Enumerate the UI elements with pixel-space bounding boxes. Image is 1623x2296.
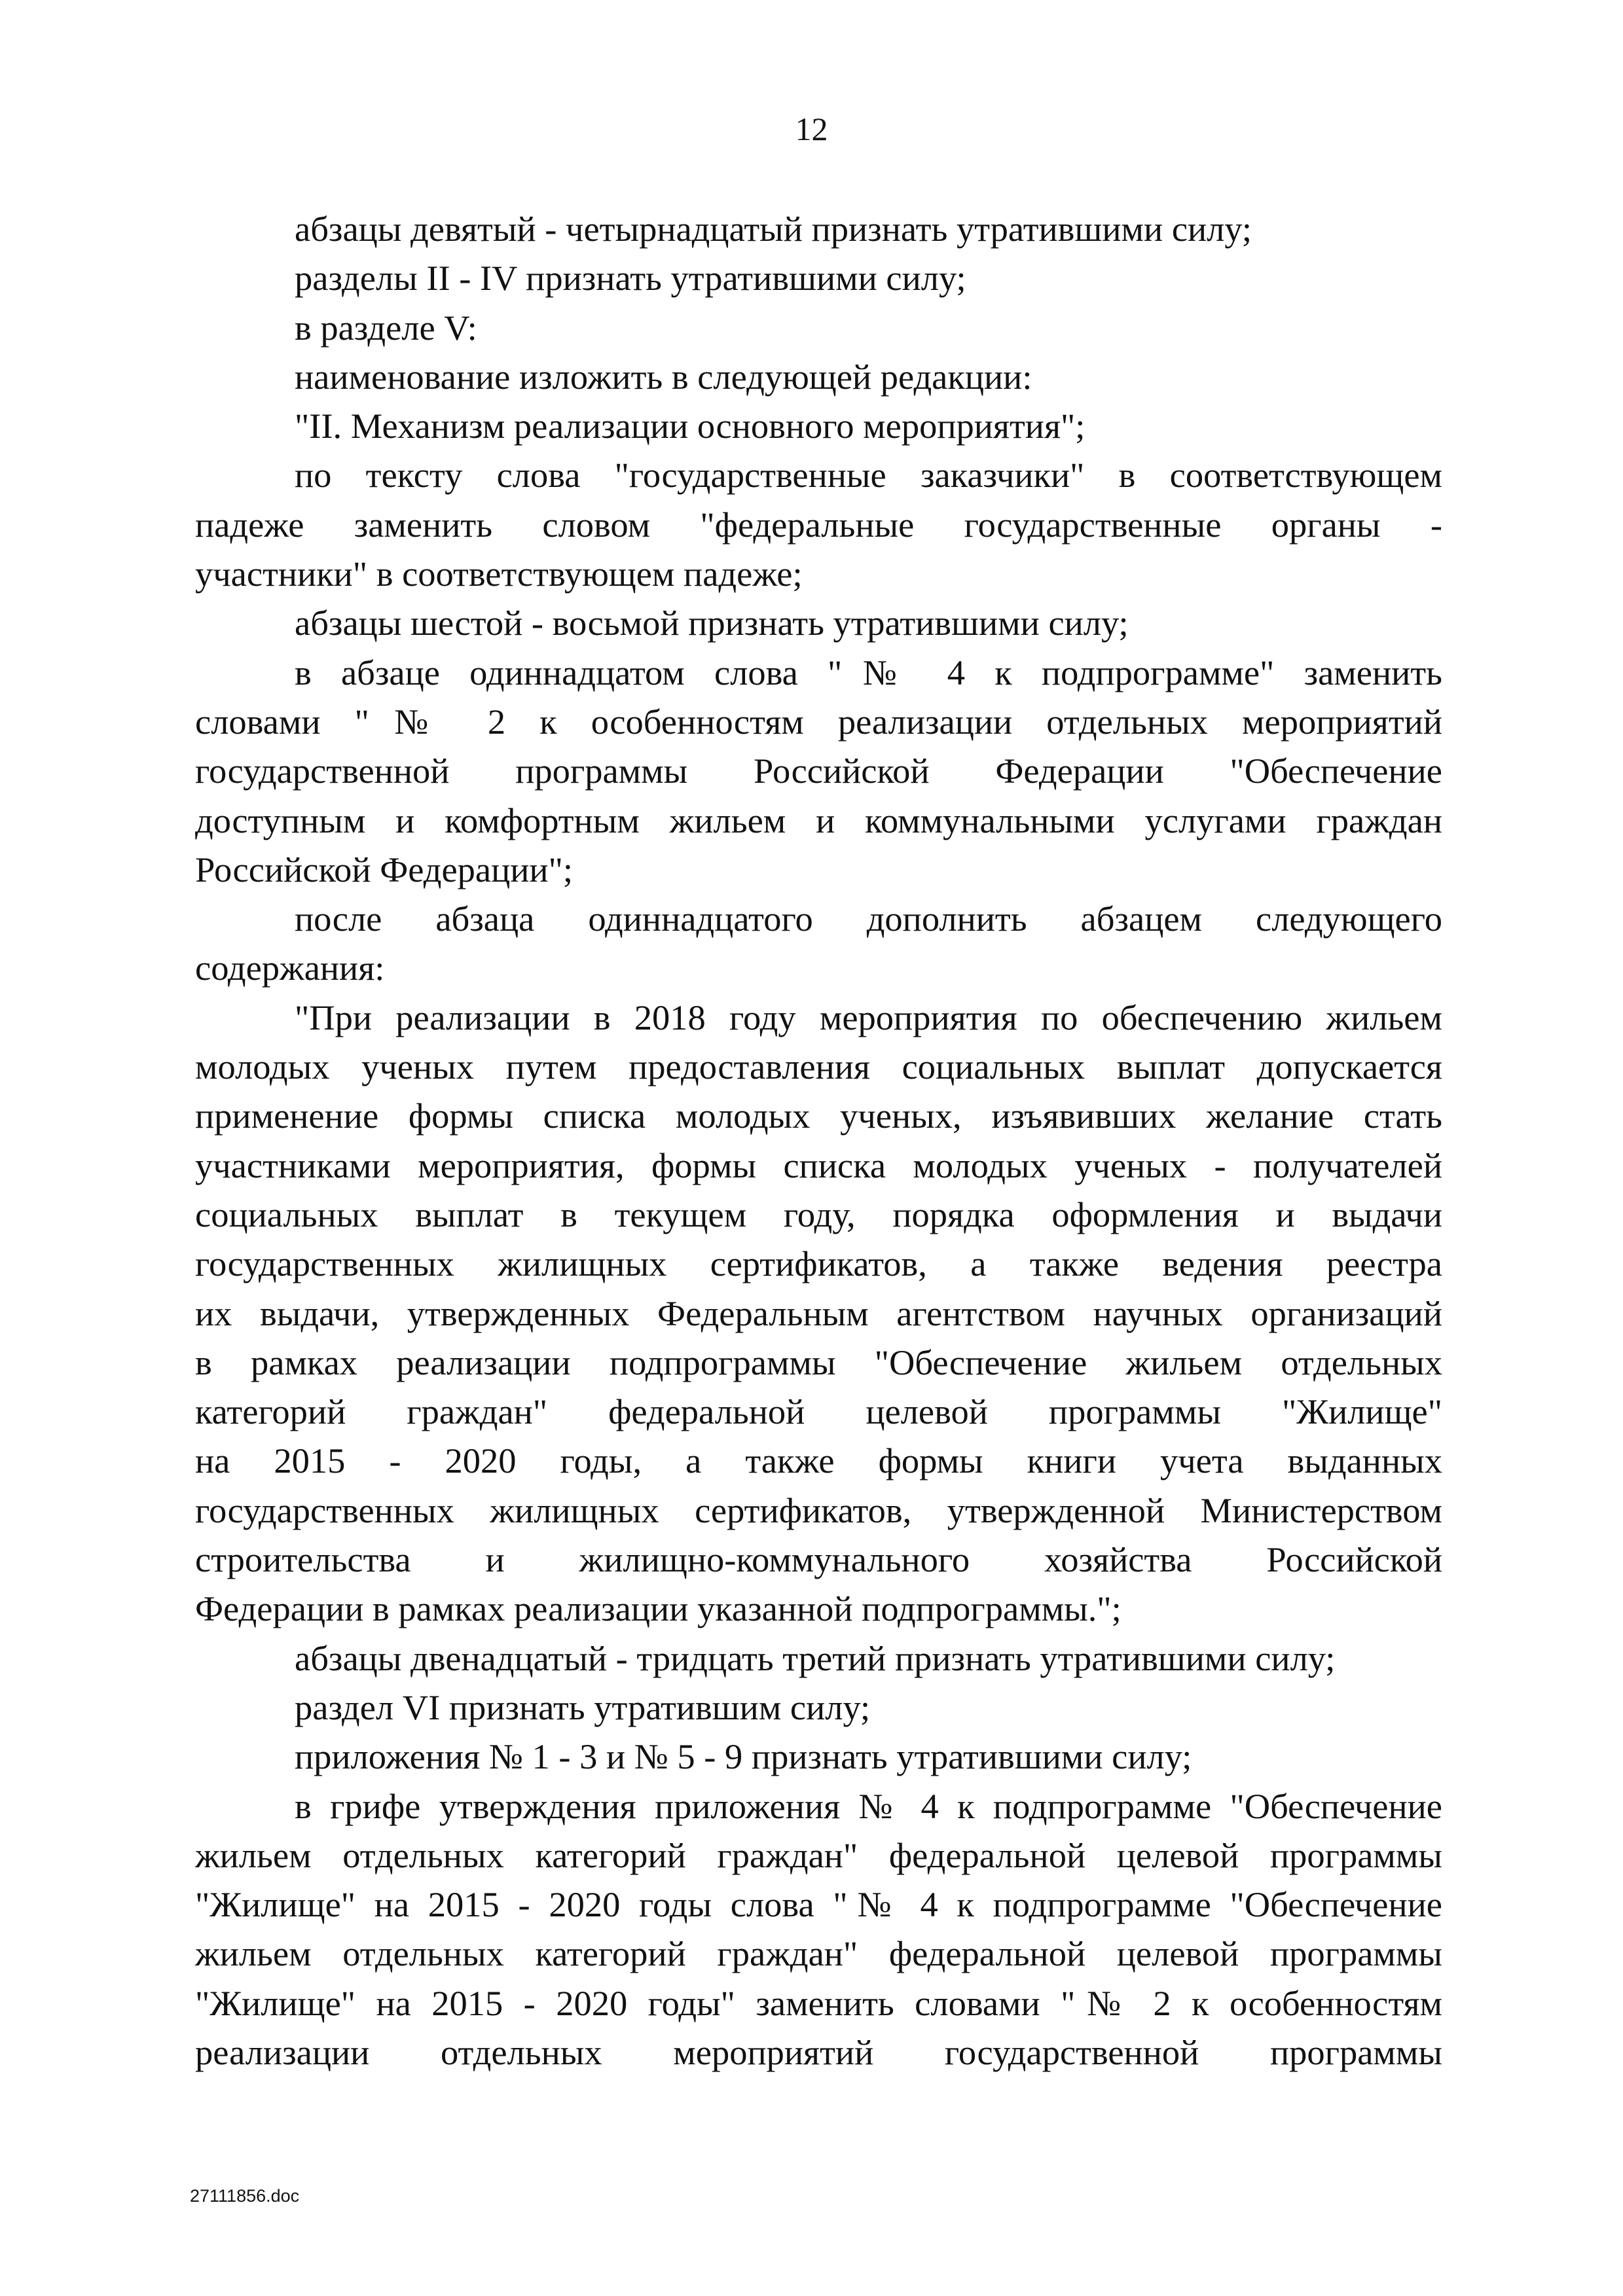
footer-filename: 27111856.doc	[190, 2186, 300, 2206]
text-line: жильем отдельных категорий граждан" федеральной целевой программы	[195, 1933, 1442, 1974]
body-text	[195, 204, 1442, 2077]
text-line: на 2015 - 2020 годы, а также формы книги учета выданных	[195, 1441, 1442, 1481]
text-line: социальных выплат в текущем году, порядка оформления и выдачи	[195, 1194, 1442, 1234]
text-line: участниками мероприятия, формы списка молодых ученых - получателей	[195, 1145, 1442, 1185]
text-line: реализации отдельных мероприятий государственной программы	[195, 2032, 1442, 2072]
text-line: "Жилище" на 2015 - 2020 годы" заменить словами "№ 2 к особенностям	[195, 1982, 1442, 2023]
text-line: Российской Федерации";	[195, 849, 573, 889]
text-line: абзацы двенадцатый - тридцать третий признать утратившими силу;	[295, 1638, 1336, 1678]
text-line: содержания:	[195, 948, 385, 988]
text-line: применение формы списка молодых ученых, изъявивших желание стать	[195, 1096, 1442, 1136]
text-line: жильем отдельных категорий граждан" федеральной целевой программы	[195, 1835, 1442, 1875]
text-line: в рамках реализации подпрограммы "Обеспечение жильем отдельных	[195, 1342, 1442, 1382]
text-line: наименование изложить в следующей редакции:	[295, 356, 1032, 397]
text-line: словами "№ 2 к особенностям реализации отдельных мероприятий	[195, 701, 1442, 742]
text-line: строительства и жилищно-коммунального хозяйства Российской	[195, 1539, 1442, 1580]
text-line: "При реализации в 2018 году мероприятия по обеспечению жильем	[295, 997, 1442, 1037]
text-line: государственных жилищных сертификатов, утвержденной Министерством	[195, 1490, 1442, 1530]
text-line: в абзаце одиннадцатом слова "№ 4 к подпрограмме" заменить	[295, 652, 1442, 692]
text-line: доступным и комфортным жильем и коммунальными услугами граждан	[195, 800, 1442, 840]
text-line: Федерации в рамках реализации указанной подпрограммы.";	[195, 1588, 1122, 1629]
text-line: государственной программы Российской Федерации "Обеспечение	[195, 751, 1442, 791]
text-line: в разделе V:	[295, 307, 477, 348]
text-line: "Жилище" на 2015 - 2020 годы слова "№ 4 к подпрограмме "Обеспечение	[195, 1884, 1442, 1925]
text-line: раздел VI признать утратившим силу;	[295, 1687, 871, 1727]
page-number: 12	[795, 111, 828, 147]
text-line: участники" в соответствующем падеже;	[195, 554, 803, 594]
text-line: абзацы шестой - восьмой признать утратившими силу;	[295, 603, 1129, 643]
text-line: разделы II - IV признать утратившими силу;	[295, 258, 966, 298]
text-line: "II. Механизм реализации основного мероприятия";	[295, 406, 1085, 446]
text-line: абзацы девятый - четырнадцатый признать утратившими силу;	[295, 209, 1252, 249]
text-line: их выдачи, утвержденных Федеральным агентством научных организаций	[195, 1293, 1442, 1333]
text-line: молодых ученых путем предоставления социальных выплат допускается	[195, 1047, 1442, 1087]
text-line: государственных жилищных сертификатов, а также ведения реестра	[195, 1244, 1442, 1284]
text-line: в грифе утверждения приложения № 4 к подпрограмме "Обеспечение	[295, 1785, 1442, 1826]
text-line: приложения № 1 - 3 и № 5 - 9 признать утратившими силу;	[295, 1736, 1192, 1777]
text-line: по тексту слова "государственные заказчики" в соответствующем	[295, 455, 1442, 495]
text-line: падеже заменить словом "федеральные государственные органы -	[195, 504, 1442, 545]
text-line: категорий граждан" федеральной целевой программы "Жилище"	[195, 1391, 1442, 1432]
text-line: после абзаца одиннадцатого дополнить абзацем следующего	[295, 899, 1442, 939]
